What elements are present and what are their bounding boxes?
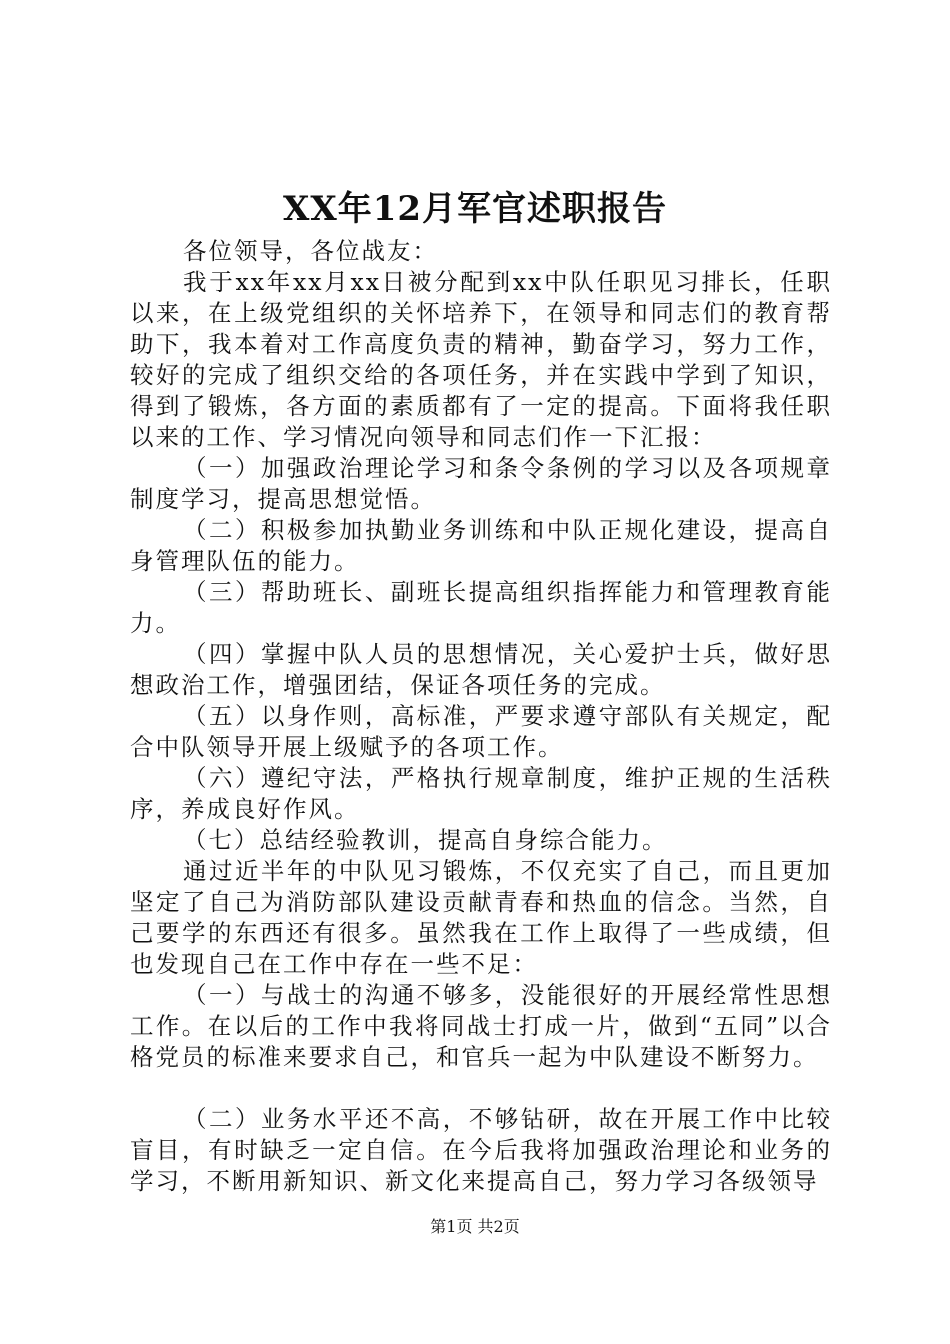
page-number: 第1页 共2页 — [430, 1217, 520, 1236]
item-6: （六）遵纪守法，严格执行规章制度，维护正规的生活秩序，养成良好作风。 — [130, 764, 832, 823]
intro-paragraph: 我于xx年xx月xx日被分配到xx中队任职见习排长，任职以来，在上级党组织的关怀培养下，在领导和同志们的教育帮助下，我本着对工作高度负责的精神，勤奋学习，努力工作，较好的完成了组织交给的各项任务，并在实践中学到了知识，得到了锻炼，各方面的素质都有了一定的提高。下面将我任职以来的工作、学习情况向领导和同志们作一下汇报： — [130, 268, 832, 451]
summary-paragraph: 通过近半年的中队见习锻炼，不仅充实了自己，而且更加坚定了自己为消防部队建设贡献青春和热血的信念。当然，自己要学的东西还有很多。虽然我在工作上取得了一些成绩，但也发现自己在工作中存在一些不足： — [130, 857, 832, 978]
item-4: （四）掌握中队人员的思想情况，关心爱护士兵，做好思想政治工作，增强团结，保证各项任务的完成。 — [130, 640, 832, 699]
document-body — [130, 236, 832, 1197]
salutation: 各位领导，各位战友： — [183, 237, 438, 265]
item-7: （七）总结经验教训，提高自身综合能力。 — [183, 826, 668, 854]
shortcoming-1: （一）与战士的沟通不够多，没能很好的开展经常性思想工作。在以后的工作中我将同战士打成一片，做到“五同”以合格党员的标准来要求自己，和官兵一起为中队建设不断努力。 — [130, 981, 832, 1071]
item-2: （二）积极参加执勤业务训练和中队正规化建设，提高自身管理队伍的能力。 — [130, 516, 832, 575]
item-3: （三）帮助班长、副班长提高组织指挥能力和管理教育能力。 — [130, 578, 832, 637]
document-title: XX年12月军官述职报告 — [282, 189, 668, 229]
item-1: （一）加强政治理论学习和条令条例的学习以及各项规章制度学习，提高思想觉悟。 — [130, 454, 832, 513]
shortcoming-2: （二）业务水平还不高，不够钻研，故在开展工作中比较盲目，有时缺乏一定自信。在今后我将加强政治理论和业务的学习，不断用新知识、新文化来提高自己，努力学习各级领导 — [130, 1105, 832, 1195]
item-5: （五）以身作则，高标准，严要求遵守部队有关规定，配合中队领导开展上级赋予的各项工作。 — [130, 702, 832, 761]
